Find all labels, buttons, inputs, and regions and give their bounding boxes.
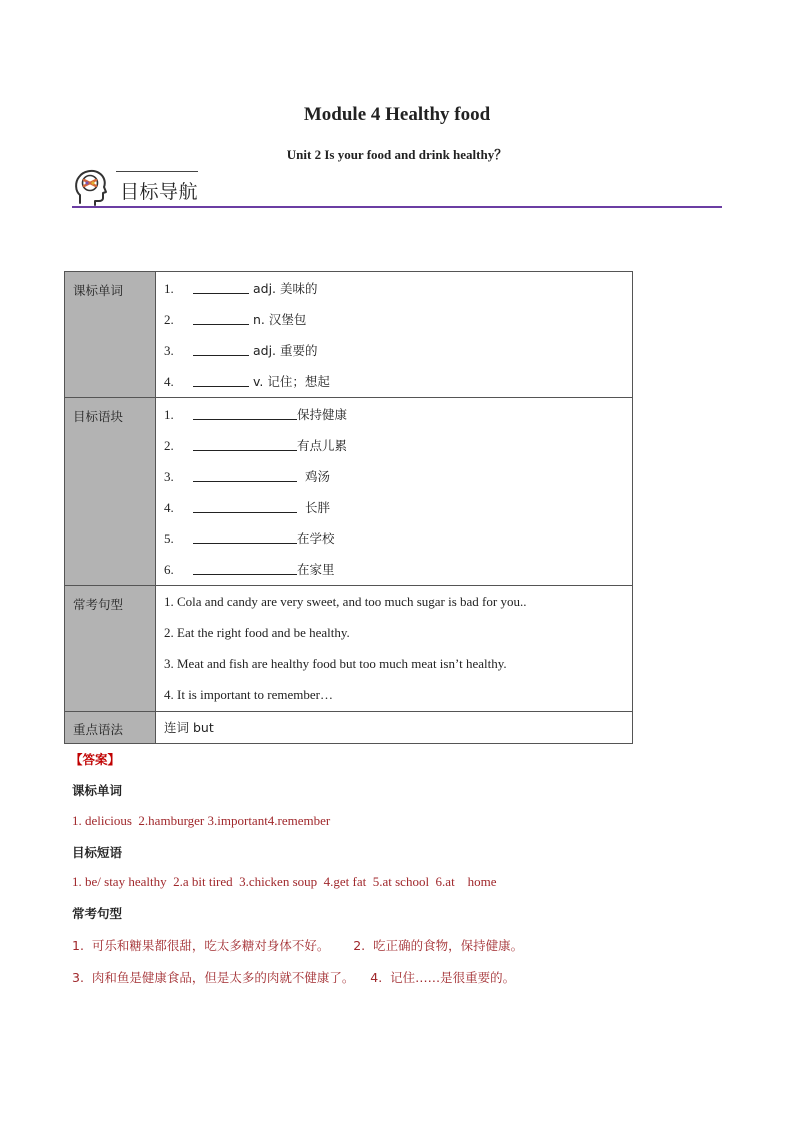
item-number: 1.: [164, 407, 174, 422]
item-text: n. 汉堡包: [249, 312, 307, 327]
phrase-item: [164, 399, 632, 430]
answers-phrases-text: 1. be/ stay healthy 2.a bit tired 3.chicken soup 4.get fat 5.at school 6.at home: [72, 874, 497, 889]
word-item: [164, 366, 632, 397]
item-number: 3.: [164, 343, 174, 358]
answers-words-heading: 课标单词: [72, 783, 123, 798]
item-text: adj. 重要的: [249, 343, 318, 358]
answers-phrases-heading: 目标短语: [72, 845, 123, 860]
banner-title: 目标导航: [120, 181, 199, 203]
content-cell: [156, 398, 633, 586]
item-number: 1.: [164, 281, 174, 296]
word-item: [164, 273, 632, 304]
answer-blank: [193, 526, 297, 544]
item-text: 在家里: [297, 562, 335, 577]
sentence-item: 3. Meat and fish are healthy food but too much meat isn’t healthy.: [164, 656, 507, 671]
answers-sentences-line-1: 1. 可乐和糖果都很甜，吃太多糖对身体不好。 2. 吃正确的食物，保持健康。: [72, 938, 524, 953]
item-number: 3.: [164, 469, 174, 484]
answer-blank: [193, 276, 249, 294]
phrase-item: [164, 554, 632, 585]
answer-blank: [193, 464, 297, 482]
word-item: [164, 335, 632, 366]
word-item: [164, 304, 632, 335]
table-row-grammar: [65, 712, 633, 744]
answers-title: 【答案】: [70, 752, 121, 767]
section-banner: [72, 164, 722, 210]
summary-table: [64, 271, 633, 744]
answers-words-text: 1. delicious 2.hamburger 3.important4.remember: [72, 813, 331, 828]
answer-blank: [193, 338, 249, 356]
item-text: 鸡汤: [297, 469, 330, 484]
page-title: Module 4 Healthy food: [303, 104, 491, 125]
answer-blank: [193, 433, 297, 451]
answer-blank: [193, 495, 297, 513]
item-text: 有点儿累: [297, 438, 348, 453]
phrase-item: [164, 461, 632, 492]
phrase-item: [164, 523, 632, 554]
item-number: 4.: [164, 374, 174, 389]
content-cell: [156, 586, 633, 712]
category-cell: 目标语块: [65, 398, 156, 586]
answer-blank: [193, 557, 297, 575]
banner-underline: [72, 206, 722, 208]
item-number: 5.: [164, 531, 174, 546]
item-text: 保持健康: [297, 407, 348, 422]
sentence-item: 2. Eat the right food and be healthy.: [164, 625, 350, 640]
item-text: 在学校: [297, 531, 335, 546]
page-subtitle: Unit 2 Is your food and drink healthy？: [286, 147, 508, 162]
category-cell: 重点语法: [65, 712, 156, 744]
content-cell: [156, 712, 633, 744]
answer-blank: [193, 402, 297, 420]
phrase-item: [164, 430, 632, 461]
table-row-sentences: [65, 586, 633, 712]
answers-sentences-line-2: 3. 肉和鱼是健康食品，但是太多的肉就不健康了。 4. 记住……是很重要的。: [72, 970, 516, 985]
category-cell: 课标单词: [65, 272, 156, 398]
item-number: 2.: [164, 438, 174, 453]
item-number: 4.: [164, 500, 174, 515]
sentence-item: 4. It is important to remember…: [164, 687, 333, 702]
item-text: adj. 美味的: [249, 281, 318, 296]
head-brain-icon: [74, 168, 108, 206]
item-text: v. 记住；想起: [249, 374, 330, 389]
sentence-item: 1. Cola and candy are very sweet, and too much sugar is bad for you..: [164, 594, 527, 609]
answer-blank: [193, 307, 249, 325]
answers-sentences-heading: 常考句型: [72, 906, 123, 921]
category-cell: 常考句型: [65, 586, 156, 712]
grammar-item: 连词 but: [164, 720, 214, 735]
phrase-item: [164, 492, 632, 523]
table-row-words: [65, 272, 633, 398]
content-cell: [156, 272, 633, 398]
item-text: 长胖: [297, 500, 330, 515]
table-row-phrases: [65, 398, 633, 586]
item-number: 6.: [164, 562, 174, 577]
answer-blank: [193, 369, 249, 387]
banner-overline: [116, 171, 198, 172]
item-number: 2.: [164, 312, 174, 327]
